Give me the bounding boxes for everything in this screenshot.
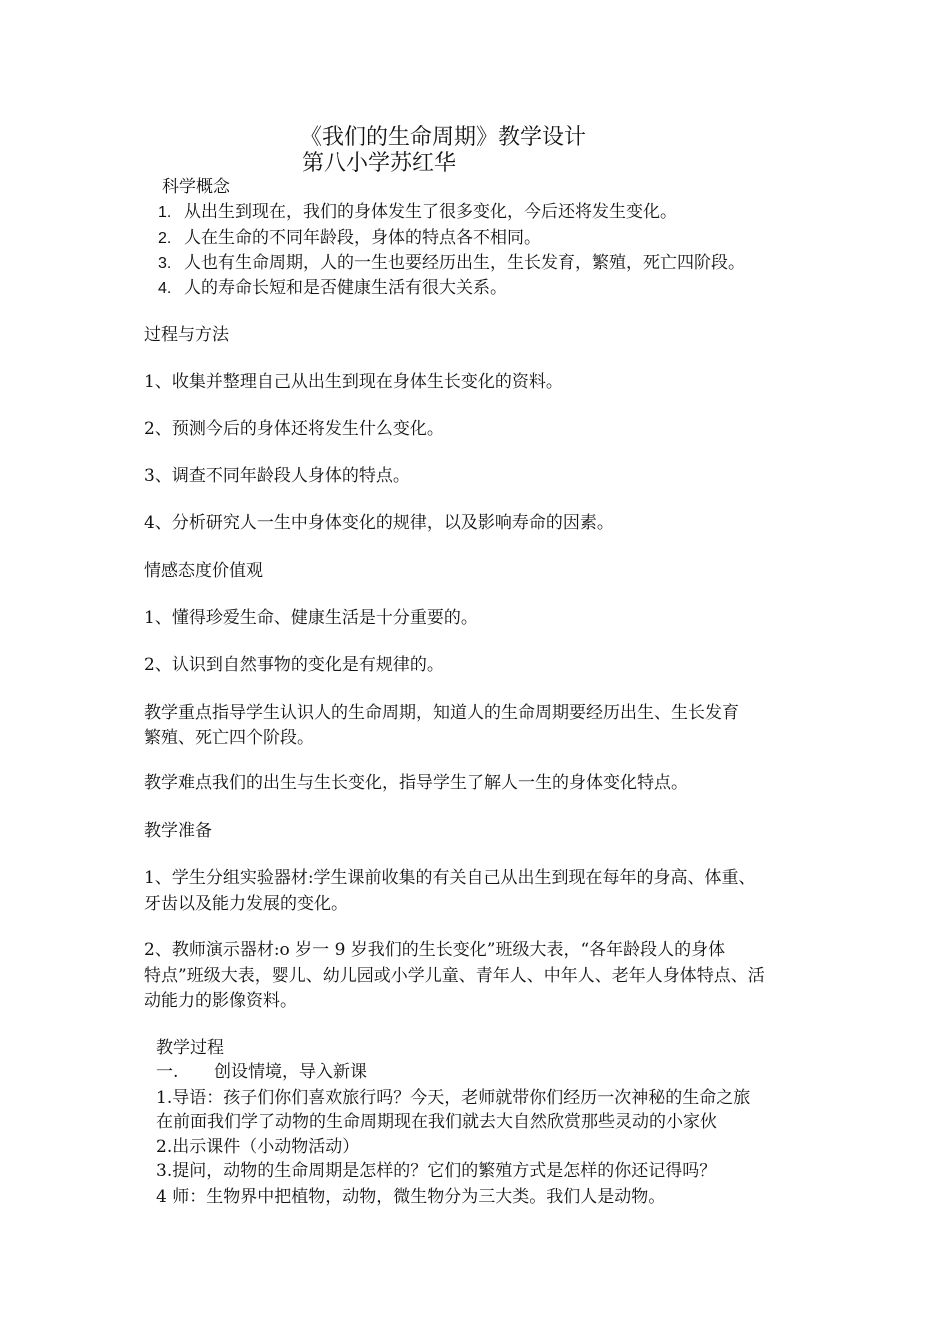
procedure-heading: 教学过程 bbox=[156, 1038, 224, 1058]
concept-item: 从出生到现在，我们的身体发生了很多变化，今后还将发生变化。 bbox=[184, 202, 677, 222]
concept-number: 3. bbox=[158, 255, 172, 272]
values-heading: 情感态度价值观 bbox=[144, 561, 263, 581]
procedure-section-number: 一. bbox=[156, 1062, 179, 1082]
concept-number: 4. bbox=[158, 280, 172, 297]
key-point-line: 繁殖、死亡四个阶段。 bbox=[144, 728, 314, 748]
procedure-line: 在前面我们学了动物的生命周期现在我们就去大自然欣赏那些灵动的小家伙 bbox=[156, 1112, 717, 1132]
difficulty-line: 教学难点我们的出生与生长变化，指导学生了解人一生的身体变化特点。 bbox=[144, 773, 688, 793]
preparation-item: 特点”班级大表，婴儿、幼儿园或小学儿童、青年人、中年人、老年人身体特点、活 bbox=[144, 966, 765, 986]
concept-number: 1. bbox=[158, 204, 172, 221]
preparation-item: 动能力的影像资料。 bbox=[144, 991, 297, 1011]
preparation-heading: 教学准备 bbox=[144, 821, 212, 841]
concepts-heading: 科学概念 bbox=[162, 177, 230, 197]
concept-number: 2. bbox=[158, 230, 172, 247]
values-item: 2、认识到自然事物的变化是有规律的。 bbox=[144, 655, 444, 675]
process-item: 2、预测今后的身体还将发生什么变化。 bbox=[144, 419, 444, 439]
key-point-line: 教学重点指导学生认识人的生命周期，知道人的生命周期要经历出生、生长发育 bbox=[144, 703, 739, 723]
procedure-line: 3.提问，动物的生命周期是怎样的？它们的繁殖方式是怎样的你还记得吗？ bbox=[156, 1161, 717, 1181]
document-title: 《我们的生命周期》教学设计 bbox=[300, 125, 587, 150]
procedure-line: 4 师：生物界中把植物，动物，微生物分为三大类。我们人是动物。 bbox=[156, 1187, 666, 1207]
procedure-section-title: 创设情境，导入新课 bbox=[214, 1062, 367, 1082]
author-line: 第八小学苏红华 bbox=[302, 151, 457, 176]
process-item: 4、分析研究人一生中身体变化的规律，以及影响寿命的因素。 bbox=[144, 513, 614, 533]
process-item: 3、调查不同年龄段人身体的特点。 bbox=[144, 466, 410, 486]
process-item: 1、收集并整理自己从出生到现在身体生长变化的资料。 bbox=[144, 372, 563, 392]
process-heading: 过程与方法 bbox=[144, 325, 229, 345]
values-item: 1、懂得珍爱生命、健康生活是十分重要的。 bbox=[144, 608, 478, 628]
concept-item: 人也有生命周期，人的一生也要经历出生，生长发育，繁殖，死亡四阶段。 bbox=[184, 253, 745, 273]
procedure-line: 2.出示课件（小动物活动） bbox=[156, 1137, 360, 1157]
procedure-line: 1.导语：孩子们你们喜欢旅行吗？今天，老师就带你们经历一次神秘的生命之旅 bbox=[156, 1088, 751, 1108]
preparation-item: 2、教师演示器材:o 岁一 9 岁我们的生长变化”班级大表，“各年龄段人的身体 bbox=[144, 940, 726, 960]
concept-item: 人的寿命长短和是否健康生活有很大关系。 bbox=[184, 278, 507, 298]
concept-item: 人在生命的不同年龄段，身体的特点各不相同。 bbox=[184, 228, 541, 248]
preparation-item: 1、学生分组实验器材:学生课前收集的有关自己从出生到现在每年的身高、体重、 bbox=[144, 868, 756, 888]
preparation-item: 牙齿以及能力发展的变化。 bbox=[144, 894, 348, 914]
